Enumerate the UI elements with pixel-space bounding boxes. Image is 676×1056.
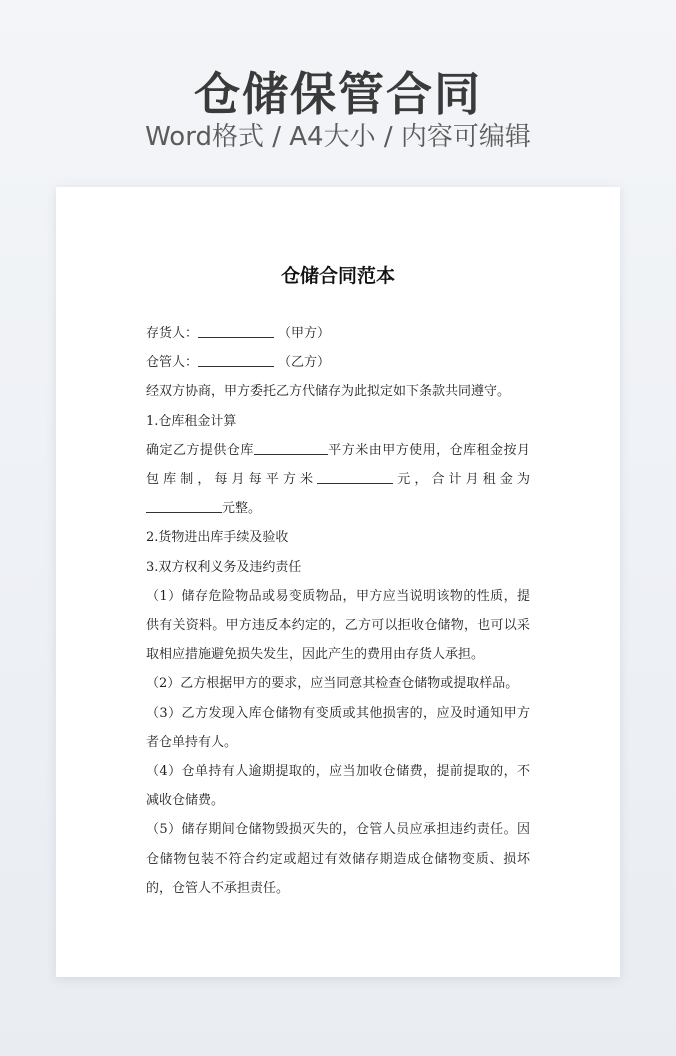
keeper-blank <box>198 352 274 367</box>
clause-1: （1）储存危险物品或易变质物品，甲方应当说明该物的性质，提供有关资料。甲方违反本约定的，乙方可以拒收仓储物，也可以采取相应措施避免损失发生，因此产生的费用由存货人承担。 <box>146 588 530 663</box>
banner-subtitle: Word格式 / A4大小 / 内容可编辑 <box>145 122 531 152</box>
keeper-party: （乙方） <box>278 355 331 371</box>
depositor-line <box>146 319 530 348</box>
banner-title: 仓储保管合同 <box>194 67 482 121</box>
clause-5: （5）储存期间仓储物毁损灭失的，仓管人员应承担违约责任。因仓储物包装不符合约定或超过有效储存期造成仓储物变质、损坏的，仓管人不承担责任。 <box>146 822 530 896</box>
clause-2: （2）乙方根据甲方的要求，应当同意其检查仓储物或提取样品。 <box>146 676 519 692</box>
monthly-rent-blank <box>146 498 222 513</box>
section-3-heading: 3.双方权利义务及违约责任 <box>146 559 302 575</box>
depositor-blank <box>198 323 274 338</box>
depositor-party: （甲方） <box>278 326 331 341</box>
section-1-heading: 1.仓库租金计算 <box>146 413 237 429</box>
document-body <box>146 319 530 903</box>
section-1-text-c: 元，合计月租金为 <box>393 472 530 488</box>
keeper-line <box>146 348 530 377</box>
clause-4: （4）仓单持有人逾期提取的，应当加收仓储费，提前提取的，不减收仓储费。 <box>146 764 530 809</box>
document-page <box>56 187 620 977</box>
depositor-label: 存货人： <box>146 326 199 341</box>
keeper-label: 仓管人： <box>146 355 199 371</box>
area-blank <box>254 440 328 455</box>
section-1-text-b: 平方米由甲方使用，仓库租金按月包库制，每月每平方米 <box>146 442 530 488</box>
section-1-paragraph <box>146 436 530 524</box>
clause-3: （3）乙方发现入库仓储物有变质或其他损害的，应及时通知甲方者仓单持有人。 <box>146 705 530 750</box>
section-1-text-d: 元整。 <box>222 501 262 517</box>
document-title: 仓储合同范本 <box>280 265 395 287</box>
intro-paragraph: 经双方协商，甲方委托乙方代储存为此拟定如下条款共同遵守。 <box>146 384 511 400</box>
section-1-text-a: 确定乙方提供仓库 <box>146 442 254 458</box>
section-2-heading: 2.货物进出库手续及验收 <box>146 530 289 546</box>
unit-price-blank <box>317 469 393 484</box>
